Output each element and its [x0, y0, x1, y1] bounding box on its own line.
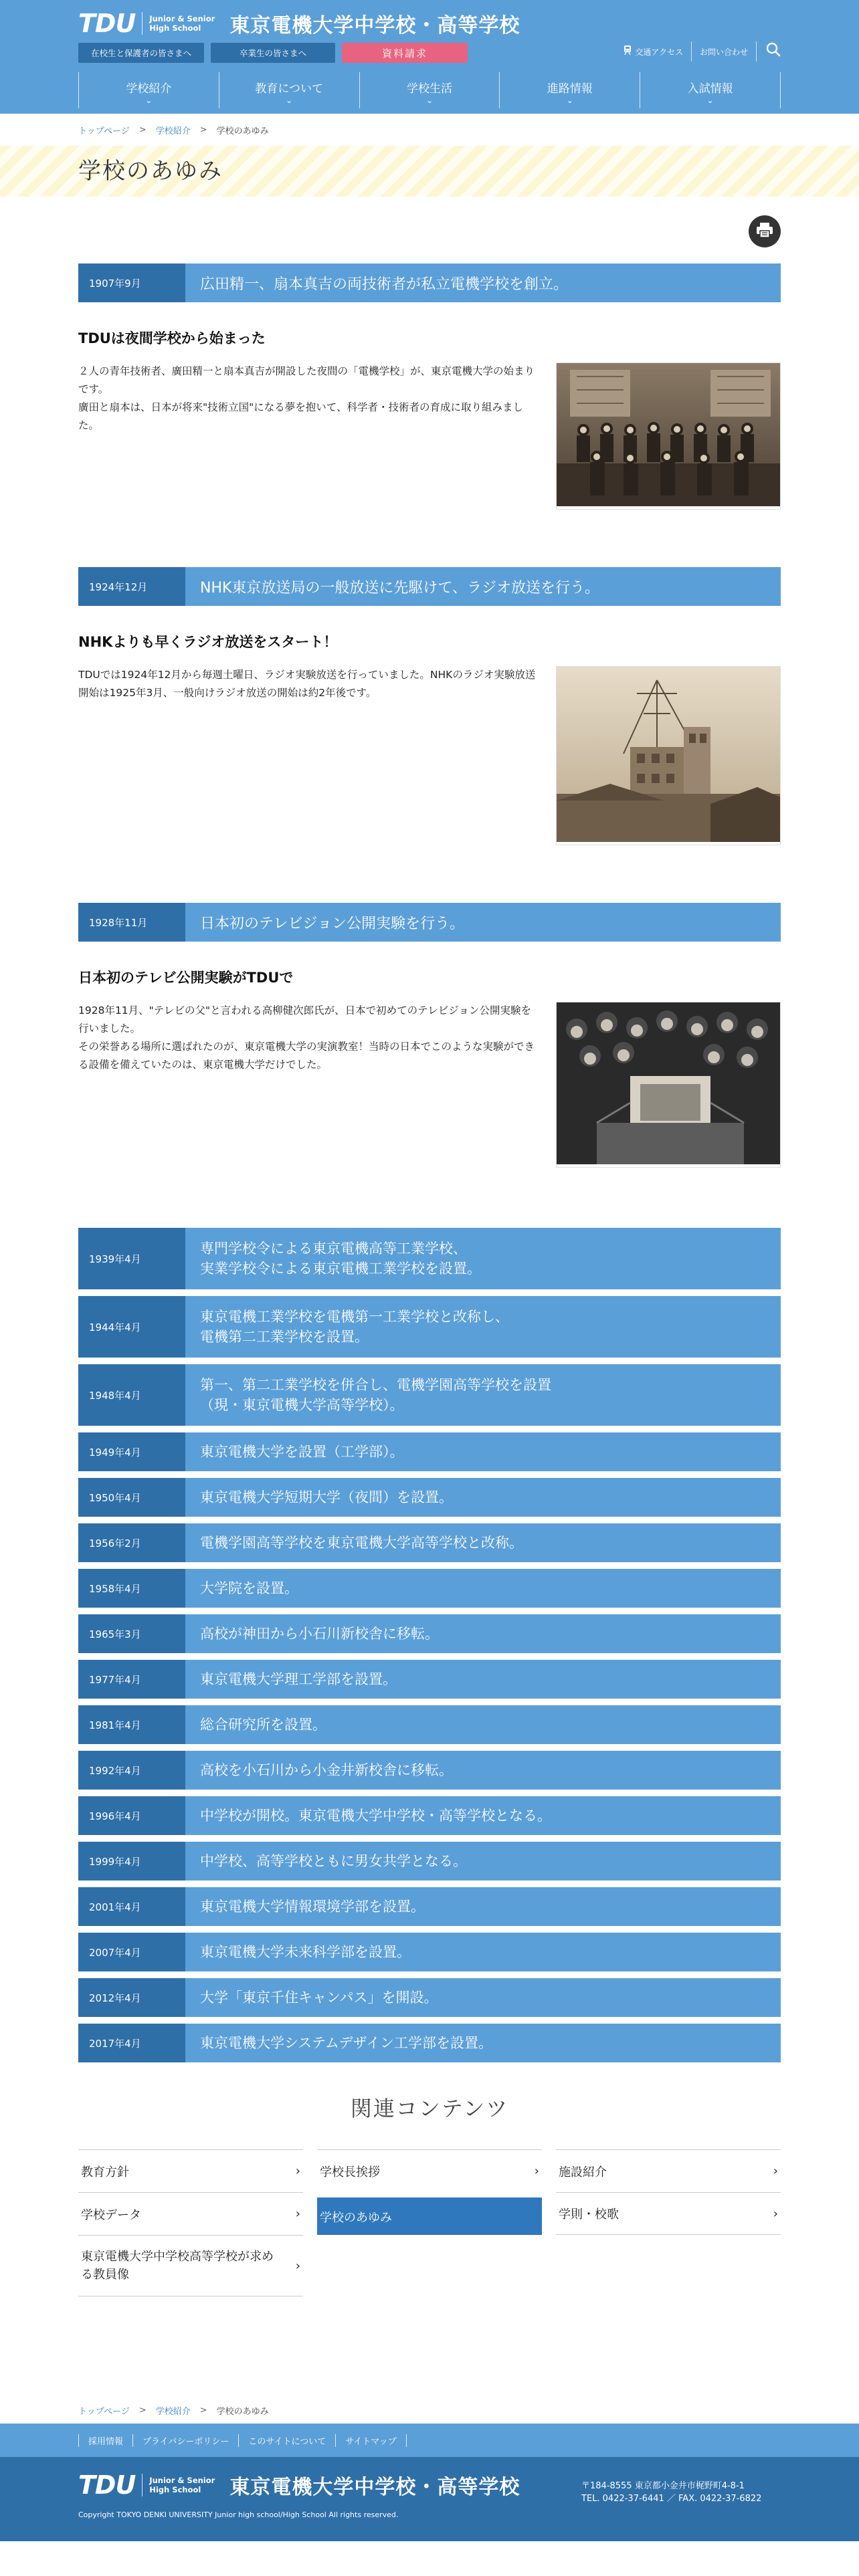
footer-logo[interactable] [78, 2470, 520, 2500]
event-bar [78, 903, 781, 942]
timeline-text: 総合研究所を設置。 [200, 1717, 326, 1733]
timeline-date: 1944年4月 [78, 1296, 185, 1358]
timeline-row [78, 1978, 781, 2017]
related-link-principal-greeting[interactable] [317, 2149, 542, 2192]
gnav-label: 入試情報 [687, 82, 733, 96]
chevron-down-icon: ⌄ [145, 96, 153, 105]
timeline-row [78, 1364, 781, 1426]
footer-link-about-site[interactable]: このサイトについて [238, 2434, 335, 2447]
students-parents-button[interactable]: 在校生と保護者の皆さまへ [78, 43, 204, 63]
page-title: 学校のあゆみ [78, 158, 223, 185]
footer-links-bar [0, 2424, 859, 2457]
gnav-admissions[interactable] [640, 72, 781, 108]
school-name: 東京電機大学中学校・高等学校 [229, 2476, 520, 2499]
logo-mark: TDU [78, 2470, 136, 2500]
timeline-date: 1977年4月 [78, 1660, 185, 1699]
timeline-date: 1981年4月 [78, 1705, 185, 1744]
timeline-text [185, 1228, 781, 1289]
timeline-row [78, 1228, 781, 1289]
event-desc-para: 1928年11月、"テレビの父"と言われる高柳健次郎氏が、日本で初めてのテレビジョン公開実験を行いました。 [78, 1004, 532, 1035]
history-event-1928 [78, 903, 781, 1168]
related-link-label: 東京電機大学中学校高等学校が求める教員像 [81, 2250, 274, 2282]
timeline-text: 大学「東京千住キャンパス」を開設。 [200, 1990, 438, 2006]
print-button[interactable] [749, 215, 781, 247]
event-date: 1907年9月 [78, 263, 185, 302]
site-header [0, 0, 859, 114]
timeline-date: 1950年4月 [78, 1478, 185, 1517]
chevron-right-icon: › [295, 2207, 300, 2221]
related-link-label: 施設紹介 [559, 2165, 607, 2179]
gnav-label: 学校紹介 [126, 82, 172, 96]
related-link-label: 教育方針 [81, 2165, 129, 2179]
timeline-text: 東京電機大学を設置（工学部）。 [200, 1444, 404, 1460]
timeline-text: 高校を小石川から小金井新校舎に移転。 [200, 1762, 453, 1778]
timeline-date: 2017年4月 [78, 2024, 185, 2062]
chevron-right-icon: › [295, 2164, 300, 2178]
related-title: 関連コンテンツ [350, 2096, 509, 2121]
timeline-row [78, 1432, 781, 1471]
gnav-label: 学校生活 [406, 82, 452, 96]
chevron-right-icon: › [773, 2164, 778, 2178]
related-link-history[interactable] [317, 2197, 542, 2235]
footer-main [0, 2457, 859, 2541]
event-description [78, 666, 540, 845]
founders-group-photo [556, 362, 781, 510]
chevron-right-icon: › [534, 2164, 539, 2178]
event-desc-para: その栄誉ある場所に選ばれたのが、東京電機大学の実演教室！当時の日本でこのような実験ができる設備を備えていたのは、東京電機大学だけでした。 [78, 1041, 535, 1071]
timeline-row [78, 1569, 781, 1608]
timeline-text: 東京電機大学情報環境学部を設置。 [200, 1899, 425, 1915]
timeline-line: 第一、第二工業学校を併合し、電機学園高等学校を設置 [200, 1377, 551, 1393]
related-link-school-data[interactable] [78, 2192, 303, 2235]
event-subtitle: TDUは夜間学校から始まった [78, 330, 266, 346]
related-link-rules-song[interactable] [556, 2192, 781, 2235]
global-nav [78, 72, 781, 108]
logo-sub-line2: High School [149, 2485, 201, 2494]
event-subtitle: 日本初のテレビ公開実験がTDUで [78, 970, 294, 986]
breadcrumb-parent[interactable]: 学校紹介 [155, 126, 191, 136]
history-event-1907 [78, 263, 781, 510]
breadcrumb-separator: > [199, 124, 207, 135]
chevron-down-icon: ⌄ [566, 96, 573, 105]
logo-subtitle [149, 2476, 215, 2494]
event-desc-para: 廣田と扇本は、日本が将来"技術立国"になる夢を抱いて、科学者・技術者の育成に取り組みました。 [78, 401, 523, 431]
history-timeline [78, 1228, 781, 2062]
footer-breadcrumb [78, 2397, 781, 2424]
timeline-row [78, 1842, 781, 1881]
chevron-down-icon: ⌄ [425, 96, 434, 105]
gnav-education[interactable] [219, 72, 359, 108]
timeline-row [78, 1751, 781, 1790]
television-experiment-photo [556, 1002, 781, 1168]
timeline-date: 1939年4月 [78, 1228, 185, 1289]
timeline-date: 1956年2月 [78, 1523, 185, 1562]
breadcrumb [78, 114, 781, 146]
timeline-text: 東京電機大学短期大学（夜間）を設置。 [200, 1489, 453, 1505]
gnav-school-life[interactable] [359, 72, 500, 108]
event-desc-para: TDUでは1924年12月から毎週土曜日、ラジオ実験放送を行っていました。NHKのラジオ実験放送開始は1925年3月、一般向けラジオ放送の開始は約2年後です。 [78, 669, 536, 699]
related-link-label: 学則・校歌 [559, 2208, 619, 2222]
logo-subtitle [149, 14, 215, 33]
timeline-row [78, 1796, 781, 1835]
chevron-down-icon: ⌄ [286, 96, 293, 105]
related-link-ideal-teacher[interactable] [78, 2235, 303, 2296]
printer-icon [756, 222, 773, 241]
related-contents [78, 2092, 781, 2296]
related-link-education-policy[interactable] [78, 2149, 303, 2192]
related-link-label: 学校データ [81, 2208, 141, 2222]
event-headline: 広田精一、扇本真吉の両技術者が私立電機学校を創立。 [200, 276, 569, 293]
access-label: 交通アクセス [635, 47, 683, 57]
timeline-text: 高校が神田から小石川新校舎に移転。 [200, 1626, 439, 1642]
timeline-date: 1996年4月 [78, 1796, 185, 1835]
breadcrumb-parent[interactable]: 学校紹介 [155, 2406, 191, 2417]
logo-sub-line2: High School [149, 23, 201, 33]
alumni-button[interactable]: 卒業生の皆さまへ [211, 43, 335, 63]
timeline-line: （現・東京電機大学高等学校）。 [200, 1397, 404, 1413]
timeline-text [185, 1296, 781, 1358]
page-title-band [0, 146, 859, 197]
chevron-right-icon: › [773, 2206, 778, 2221]
event-headline: NHK東京放送局の一般放送に先駆けて、ラジオ放送を行う。 [200, 579, 599, 597]
timeline-row [78, 2024, 781, 2062]
school-name: 東京電機大学中学校・高等学校 [229, 13, 520, 37]
footer-address [581, 2480, 761, 2505]
breadcrumb-home[interactable]: トップページ [78, 2406, 130, 2417]
timeline-row [78, 1705, 781, 1744]
radio-tower-photo [556, 666, 781, 845]
related-link-label: 学校長挨拶 [320, 2165, 380, 2179]
tel-fax-line: TEL. 0422-37-6441 ／ FAX. 0422-37-6822 [581, 2494, 762, 2504]
gnav-about[interactable] [78, 72, 219, 108]
search-button[interactable] [756, 41, 781, 62]
timeline-date: 1965年3月 [78, 1614, 185, 1653]
logo-sub-line1: Junior & Senior [149, 13, 215, 23]
event-bar [78, 263, 781, 302]
timeline-text: 大学院を設置。 [200, 1580, 298, 1596]
logo-sub-line1: Junior & Senior [149, 2476, 215, 2485]
access-link[interactable] [615, 41, 691, 62]
timeline-date: 1958年4月 [78, 1569, 185, 1608]
breadcrumb-separator: > [138, 2405, 147, 2416]
header-audience-buttons [78, 43, 468, 63]
timeline-text: 中学校、高等学校ともに男女共学となる。 [200, 1853, 467, 1869]
event-date: 1924年12月 [78, 567, 185, 606]
event-desc-para: ２人の青年技術者、廣田精一と扇本真吉が開設した夜間の「電機学校」が、東京電機大学の始まりです。 [78, 365, 535, 395]
timeline-line: 電機第二工業学校を設置。 [200, 1329, 369, 1345]
site-logo[interactable] [78, 8, 520, 38]
address-line: 〒184-8555 東京都小金井市梶野町4-8-1 [581, 2481, 745, 2491]
header-utility-links [615, 41, 781, 62]
timeline-row [78, 1478, 781, 1517]
gnav-career[interactable] [499, 72, 640, 108]
timeline-text: 東京電機大学システムデザイン工学部を設置。 [200, 2035, 493, 2051]
timeline-text [185, 1364, 781, 1426]
timeline-line: 実業学校令による東京電機工業学校を設置。 [200, 1261, 481, 1277]
copyright: Copyright TOKYO DENKI UNIVERSITY Junior high school/High School All rights reserved. [78, 2510, 399, 2519]
breadcrumb-current: 学校のあゆみ [216, 126, 269, 136]
timeline-text: 中学校が開校。東京電機大学中学校・高等学校となる。 [200, 1808, 551, 1824]
timeline-date: 2012年4月 [78, 1978, 185, 2017]
timeline-row [78, 1933, 781, 1971]
breadcrumb-separator: > [199, 2405, 207, 2416]
request-materials-button[interactable]: 資料請求 [342, 43, 468, 63]
timeline-text: 東京電機大学理工学部を設置。 [200, 1671, 397, 1687]
breadcrumb-current: 学校のあゆみ [216, 2406, 269, 2417]
timeline-date: 2007年4月 [78, 1933, 185, 1971]
contact-label: お問い合わせ [699, 47, 748, 57]
event-headline: 日本初のテレビジョン公開実験を行う。 [200, 915, 465, 932]
chevron-down-icon: ⌄ [706, 96, 714, 105]
timeline-date: 1999年4月 [78, 1842, 185, 1881]
train-icon [624, 45, 632, 58]
timeline-row [78, 1660, 781, 1699]
breadcrumb-home[interactable]: トップページ [78, 126, 130, 136]
logo-mark: TDU [78, 8, 136, 38]
timeline-date: 2001年4月 [78, 1887, 185, 1926]
footer-link-sitemap[interactable]: サイトマップ [335, 2434, 407, 2447]
timeline-text: 電機学園高等学校を東京電機大学高等学校と改称。 [200, 1535, 523, 1551]
timeline-row [78, 1614, 781, 1653]
gnav-label: 進路情報 [547, 82, 593, 96]
history-event-1924 [78, 567, 781, 845]
timeline-date: 1949年4月 [78, 1432, 185, 1471]
contact-link[interactable] [691, 41, 756, 62]
chevron-right-icon: › [295, 2258, 300, 2273]
related-link-facilities[interactable] [556, 2149, 781, 2192]
footer-link-privacy[interactable]: プライバシーポリシー [132, 2434, 238, 2447]
footer-link-recruit[interactable]: 採用情報 [78, 2434, 132, 2447]
timeline-line: 専門学校令による東京電機高等工業学校、 [200, 1241, 467, 1257]
breadcrumb-separator: > [138, 124, 147, 135]
event-date: 1928年11月 [78, 903, 185, 942]
gnav-label: 教育について [255, 82, 324, 96]
related-link-label: 学校のあゆみ [320, 2210, 392, 2225]
event-description [78, 1002, 540, 1168]
timeline-row [78, 1296, 781, 1358]
site-footer [0, 2424, 859, 2541]
event-description [78, 362, 540, 510]
timeline-date: 1992年4月 [78, 1751, 185, 1790]
timeline-row [78, 1887, 781, 1926]
main-content [78, 197, 781, 2296]
event-subtitle: NHKよりも早くラジオ放送をスタート！ [78, 634, 338, 650]
timeline-line: 東京電機工業学校を電機第一工業学校と改称し、 [200, 1309, 509, 1325]
timeline-row [78, 1523, 781, 1562]
timeline-date: 1948年4月 [78, 1364, 185, 1426]
timeline-text: 東京電機大学未来科学部を設置。 [200, 1944, 411, 1960]
search-icon [766, 42, 781, 61]
event-bar [78, 567, 781, 606]
